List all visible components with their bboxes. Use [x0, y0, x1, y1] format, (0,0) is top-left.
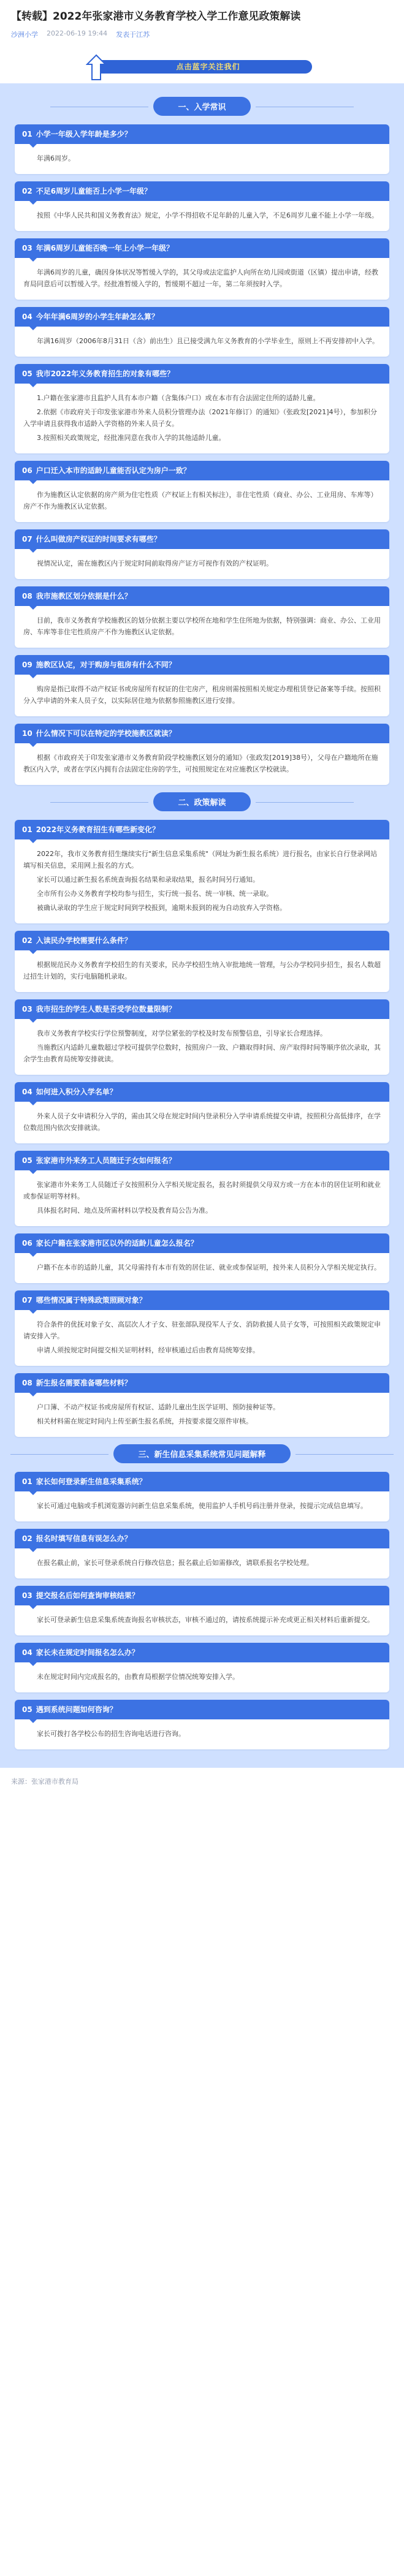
answer-paragraph: 作为施教区认定依据的房产须为住宅性质（产权证上有相关标注），非住宅性质（商业、办公、工业用房、车库等）房产不作为施教区认定依据。: [23, 491, 378, 510]
answer-body: [15, 144, 389, 174]
banner-text: 点击蓝字关注我们: [176, 63, 240, 71]
section-title: 三、新生信息采集系统常见问题解释: [113, 1444, 290, 1463]
answer-paragraph: 2.依据《市政府关于印发张家港市外来人员积分管理办法（2021年修订）的通知》（张政发[2021]4号），参加积分入学申请且获得我市适龄入学资格的外来人员子女。: [23, 408, 378, 428]
question-text: 报名时填写信息有误怎么办？: [36, 1534, 132, 1543]
answer-body: [15, 1170, 389, 1226]
question-bar: [15, 820, 389, 839]
qa-card: [15, 124, 389, 174]
question-bar: [15, 1233, 389, 1253]
question-bar: [15, 364, 389, 384]
question-number: 02: [22, 187, 32, 195]
question-text: 家长如何登录新生信息采集系统？: [36, 1477, 147, 1486]
answer-paragraph: 目前，我市义务教育学校施教区的划分依据主要以学校所在地和学生住所地为依据，特别强调：商业、办公、工业用房、车库等非住宅性质房产不作为施教区认定依据。: [23, 616, 381, 636]
content-area: [0, 83, 404, 1768]
answer-paragraph: 根据规范民办义务教育学校招生的有关要求，民办学校招生纳入审批地统一管理，与公办学校同步招生，报名人数超过招生计划的，实行电脑随机录取。: [23, 961, 381, 980]
answer-body: [15, 1719, 389, 1749]
answer-paragraph: 户口簿、不动产权证书或房屋所有权证、适龄儿童出生医学证明、预防接种证等。: [37, 1403, 280, 1411]
qa-card: [15, 724, 389, 785]
follow-link[interactable]: 发表于江苏: [116, 31, 150, 39]
question-text: 施教区认定，对于购房与租房有什么不同？: [36, 661, 176, 669]
answer-paragraph: 3.按照相关政策规定，经批准同意在我市入学的其他适龄儿童。: [37, 434, 226, 442]
answer-body: [15, 1102, 389, 1143]
question-text: 哪些情况属于特殊政策照顾对象？: [36, 1296, 147, 1305]
answer-paragraph: 家长可登录新生信息采集系统查询报名审核状态，审核不通过的，请按系统提示补充或更正相关材料后重新提交。: [37, 1616, 374, 1624]
answer-body: [15, 1393, 389, 1437]
answer-paragraph: 未在规定时间内完成报名的，由教育局根据学位情况统筹安排入学。: [37, 1673, 239, 1681]
question-bar: [15, 1643, 389, 1662]
question-bar: [15, 461, 389, 480]
question-bar: [15, 724, 389, 743]
answer-paragraph: 年满6周岁的儿童，确因身体状况等暂缓入学的，其父母或法定监护人向所在幼儿园或街道（区镇）提出申请，经教育局同意后可以暂缓入学。经批准暂缓入学的，暂缓期不超过一年，第二年须按时入学。: [23, 268, 378, 288]
question-bar: [15, 124, 389, 144]
answer-body: [15, 201, 389, 231]
question-number: 01: [22, 1477, 32, 1486]
question-number: 06: [22, 466, 32, 475]
question-text: 新生报名需要准备哪些材料？: [36, 1379, 132, 1387]
answer-paragraph: 视情况认定，需在施教区内于规定时间前取得房产证方可视作有效的产权证明。: [37, 559, 273, 567]
question-number: 03: [22, 1591, 32, 1600]
question-number: 10: [22, 729, 32, 738]
up-arrow-icon: [86, 54, 107, 81]
qa-card: [15, 1586, 389, 1635]
answer-paragraph: 家长可以通过新生报名系统查询报名结果和录取结果，报名时间另行通知。: [37, 876, 259, 884]
question-number: 05: [22, 369, 32, 378]
question-number: 04: [22, 1088, 32, 1096]
question-text: 什么叫做房产权证的时间要求有哪些？: [36, 535, 161, 544]
publish-date: 2022-06-19 19:44: [47, 29, 108, 37]
question-number: 02: [22, 1534, 32, 1543]
answer-paragraph: 当施教区内适龄儿童数超过学校可提供学位数时，按照房户一致、户籍取得时间、房产取得时间等顺序依次录取，其余学生由教育局统筹安排就读。: [23, 1044, 381, 1063]
question-bar: [15, 1151, 389, 1170]
follow-banner[interactable]: [0, 49, 404, 83]
answer-paragraph: 年满6周岁。: [37, 154, 75, 162]
answer-paragraph: 符合条件的优抚对象子女、高层次人才子女、驻张部队现役军人子女、消防救援人员子女等，可按照相关政策规定申请安排入学。: [23, 1320, 381, 1340]
question-number: 08: [22, 1379, 32, 1387]
answer-paragraph: 根据《市政府关于印发张家港市义务教育阶段学校施教区划分的通知》（张政发[2019]38号），父母在户籍地所在施教区内入学，或者在学区内拥有合法固定住房的学生，可按照规定在对应施教区学校就读。: [23, 754, 378, 773]
answer-body: [15, 675, 389, 716]
qa-card: [15, 931, 389, 992]
answer-body: [15, 549, 389, 579]
author-link[interactable]: 沙洲小学: [11, 31, 38, 39]
question-number: 07: [22, 535, 32, 544]
question-text: 如何进入积分入学名单？: [36, 1088, 117, 1096]
question-text: 年满6周岁儿童能否晚一年上小学一年级？: [36, 244, 174, 252]
answer-body: [15, 327, 389, 357]
question-bar: [15, 1529, 389, 1548]
qa-card: [15, 461, 389, 522]
article-footer: 来源：张家港市教育局: [11, 1778, 78, 1786]
question-text: 提交报名后如何查询审核结果？: [36, 1591, 139, 1600]
answer-paragraph: 相关材料需在规定时间内上传至新生报名系统，并按要求提交原件审核。: [37, 1417, 253, 1425]
qa-card: [15, 529, 389, 579]
question-number: 08: [22, 592, 32, 600]
answer-body: [15, 950, 389, 992]
question-text: 我市招生的学生人数是否受学位数量限制？: [36, 1005, 176, 1013]
question-bar: [15, 529, 389, 549]
section-header: [15, 1444, 389, 1463]
answer-paragraph: 张家港市外来务工人员随迁子女按照积分入学相关规定报名，报名时须提供父母双方或一方在本市的居住证明和就业或参保证明等材料。: [23, 1181, 381, 1200]
question-bar: [15, 1082, 389, 1102]
qa-card: [15, 820, 389, 923]
section-title: 二、政策解读: [153, 792, 250, 811]
qa-card: [15, 1082, 389, 1143]
answer-body: [15, 606, 389, 648]
qa-card: [15, 1472, 389, 1521]
qa-card: [15, 1290, 389, 1366]
question-number: 04: [22, 313, 32, 321]
answer-body: [15, 1253, 389, 1283]
answer-body: [15, 1548, 389, 1578]
question-bar: [15, 1290, 389, 1310]
answer-paragraph: 全市所有公办义务教育学校均参与招生，实行统一报名、统一审核、统一录取。: [37, 890, 273, 898]
question-text: 家长户籍在张家港市区以外的适龄儿童怎么报名？: [36, 1239, 198, 1248]
question-number: 01: [22, 825, 32, 834]
qa-card: [15, 586, 389, 648]
answer-paragraph: 具体报名时间、地点及所需材料以学校及教育局公告为准。: [37, 1207, 212, 1214]
answer-body: [15, 1605, 389, 1635]
question-number: 02: [22, 936, 32, 945]
answer-body: [15, 384, 389, 453]
question-number: 05: [22, 1705, 32, 1714]
qa-card: [15, 999, 389, 1075]
question-text: 我市2022年义务教育招生的对象有哪些？: [36, 369, 175, 378]
qa-card: [15, 181, 389, 231]
answer-paragraph: 按照《中华人民共和国义务教育法》规定，小学不得招收不足年龄的儿童入学，不足6周岁儿童不能上小学一年级。: [37, 211, 378, 219]
qa-card: [15, 1373, 389, 1437]
section-header: [15, 792, 389, 811]
question-text: 张家港市外来务工人员随迁子女如何报名？: [36, 1156, 176, 1165]
question-text: 户口迁入本市的适龄儿童能否认定为房户一致？: [36, 466, 191, 475]
answer-body: [15, 480, 389, 522]
question-number: 03: [22, 244, 32, 252]
answer-paragraph: 家长可通过电脑或手机浏览器访问新生信息采集系统，使用监护人手机号码注册并登录，按提示完成信息填写。: [37, 1502, 367, 1510]
question-number: 01: [22, 130, 32, 138]
question-text: 入读民办学校需要什么条件？: [36, 936, 132, 945]
question-text: 什么情况下可以在特定的学校施教区就读？: [36, 729, 176, 738]
question-bar: [15, 307, 389, 327]
question-text: 不足6周岁儿童能否上小学一年级？: [36, 187, 152, 195]
question-bar: [15, 1472, 389, 1491]
question-text: 今年年满6周岁的小学生年龄怎么算？: [36, 313, 159, 321]
article-meta: [11, 29, 393, 39]
question-bar: [15, 999, 389, 1019]
section-title: 一、入学常识: [153, 97, 250, 116]
qa-card: [15, 238, 389, 300]
answer-paragraph: 在报名截止前，家长可登录系统自行修改信息；报名截止后如需修改，请联系报名学校处理。: [37, 1559, 313, 1567]
question-bar: [15, 586, 389, 606]
answer-body: [15, 258, 389, 300]
question-bar: [15, 1700, 389, 1719]
question-number: 04: [22, 1648, 32, 1657]
qa-card: [15, 1151, 389, 1226]
qa-card: [15, 1529, 389, 1578]
question-text: 家长未在规定时间报名怎么办？: [36, 1648, 139, 1657]
question-text: 我市施教区划分依据是什么？: [36, 592, 132, 600]
article-header: [0, 0, 404, 45]
answer-paragraph: 1.户籍在张家港市且监护人具有本市户籍（含集体户口）或在本市有合法固定住所的适龄儿童。: [37, 394, 320, 402]
qa-card: [15, 655, 389, 716]
answer-paragraph: 年满16周岁（2006年8月31日（含）前出生）且已接受满九年义务教育的小学毕业生，原则上不再安排初中入学。: [37, 337, 379, 345]
section-header: [15, 97, 389, 116]
answer-body: [15, 839, 389, 923]
question-bar: [15, 181, 389, 201]
answer-body: [15, 1662, 389, 1692]
question-text: 小学一年级入学年龄是多少？: [36, 130, 132, 138]
question-number: 07: [22, 1296, 32, 1305]
answer-paragraph: 申请人须按规定时间提交相关证明材料，经审核通过后由教育局统筹安排。: [37, 1346, 259, 1354]
question-number: 05: [22, 1156, 32, 1165]
question-bar: [15, 238, 389, 258]
answer-body: [15, 743, 389, 785]
answer-paragraph: 家长可拨打各学校公布的招生咨询电话进行咨询。: [37, 1730, 185, 1738]
question-bar: [15, 655, 389, 675]
answer-paragraph: 被确认录取的学生应于规定时间到学校报到，逾期未报到的视为自动放弃入学资格。: [37, 904, 286, 912]
answer-paragraph: 外来人员子女申请积分入学的，需由其父母在规定时间内登录积分入学申请系统提交申请，按照积分高低排序，在学位数范围内依次安排就读。: [23, 1112, 381, 1132]
question-bar: [15, 931, 389, 950]
answer-paragraph: 2022年，我市义务教育招生继续实行"新生信息采集系统"（网址为新生报名系统）进行报名，由家长自行登录网站填写相关信息，采用网上报名的方式。: [23, 850, 378, 869]
question-number: 06: [22, 1239, 32, 1248]
question-number: 03: [22, 1005, 32, 1013]
qa-card: [15, 1700, 389, 1749]
qa-card: [15, 1643, 389, 1692]
article-title: 【转载】2022年张家港市义务教育学校入学工作意见政策解读: [11, 10, 301, 23]
answer-paragraph: 购房是指已取得不动产权证书或房屋所有权证的住宅房产，租房则需按照相关规定办理租赁登记备案等手续。按照积分入学申请的外来人员子女，以实际居住地为依据参照施教区进行安排。: [23, 685, 381, 705]
question-text: 遇到系统问题如何咨询？: [36, 1705, 117, 1714]
answer-body: [15, 1310, 389, 1366]
answer-paragraph: 我市义务教育学校实行学位预警制度，对学位紧张的学校及时发布预警信息，引导家长合理选择。: [37, 1029, 327, 1037]
question-number: 09: [22, 661, 32, 669]
answer-paragraph: 户籍不在本市的适龄儿童，其父母需持有本市有效的居住证、就业或参保证明，按外来人员积分入学相关规定执行。: [37, 1263, 381, 1271]
question-text: 2022年义务教育招生有哪些新变化？: [36, 825, 160, 834]
qa-card: [15, 364, 389, 453]
qa-card: [15, 1233, 389, 1283]
question-bar: [15, 1373, 389, 1393]
question-bar: [15, 1586, 389, 1605]
qa-card: [15, 307, 389, 357]
answer-body: [15, 1019, 389, 1075]
answer-body: [15, 1491, 389, 1521]
